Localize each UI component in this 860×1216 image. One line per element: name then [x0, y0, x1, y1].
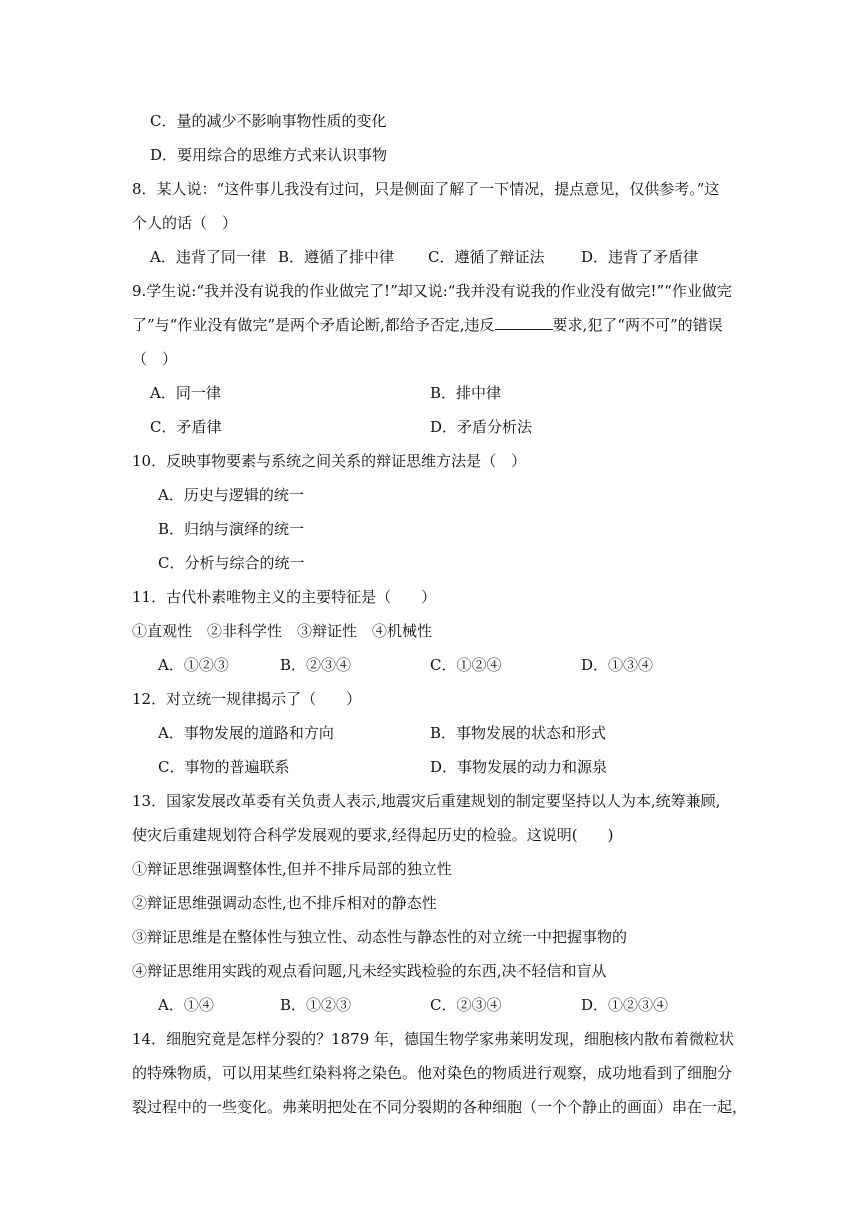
- q8-option-c: C．遵循了辩证法: [428, 248, 545, 266]
- q13-statement-1: ①辩证思维强调整体性,但并不排斥局部的独立性: [132, 860, 452, 878]
- q9-option-a: A．同一律: [150, 384, 221, 402]
- q13-statement-2: ②辩证思维强调动态性,也不排斥相对的静态性: [132, 894, 437, 912]
- q13-option-a: A．①④: [158, 996, 214, 1014]
- q10-option-b: B．归纳与演绎的统一: [158, 520, 305, 538]
- q9-option-b: B．排中律: [430, 384, 502, 402]
- answer-blank: [495, 315, 553, 330]
- q9-stem-line2-after-blank: 要求,犯了“两不可”的错误: [552, 316, 723, 334]
- q9-stem-line1: 9.学生说:“我并没有说我的作业做完了!”却又说:“我并没有说我的作业没有做完!”“作业做完: [132, 282, 732, 300]
- q11-option-c: C．①②④: [430, 656, 502, 674]
- q11-stem: 11．古代朴素唯物主义的主要特征是（ ）: [132, 588, 437, 606]
- q12-option-b: B．事物发展的状态和形式: [430, 724, 607, 742]
- q9-option-d: D．矛盾分析法: [430, 418, 533, 436]
- q9-option-c: C．矛盾律: [150, 418, 222, 436]
- q14-stem-line3: 裂过程中的一些变化。弗莱明把处在不同分裂期的各种细胞（一个个静止的画面）串在一起，: [132, 1098, 748, 1116]
- q13-statement-3: ③辩证思维是在整体性与独立性、动态性与静态性的对立统一中把握事物的: [132, 928, 628, 946]
- q11-option-d: D．①③④: [581, 656, 654, 674]
- q9-stem-line2: [132, 315, 723, 335]
- q9-stem-line3: （ ）: [132, 350, 178, 368]
- q12-stem: 12．对立统一规律揭示了（ ）: [132, 690, 362, 708]
- prev-option-d: D．要用综合的思维方式来认识事物: [150, 146, 388, 164]
- q10-option-c: C．分析与综合的统一: [158, 554, 305, 572]
- q13-option-b: B．①②③: [280, 996, 352, 1014]
- q14-stem-line2: 的特殊物质，可以用某些红染料将之染色。他对染色的物质进行观察，成功地看到了细胞分: [132, 1064, 733, 1082]
- q13-statement-4: ④辩证思维用实践的观点看问题,凡未经实践检验的东西,决不轻信和盲从: [132, 962, 607, 980]
- q10-option-a: A．历史与逻辑的统一: [158, 486, 304, 504]
- q8-stem-line1: 8．某人说：“这件事儿我没有过问，只是侧面了解了一下情况，提点意见，仅供参考。”这: [132, 180, 720, 198]
- q8-option-b: B．遵循了排中律: [278, 248, 395, 266]
- q12-option-d: D．事物发展的动力和源泉: [430, 758, 608, 776]
- q12-option-c: C．事物的普遍联系: [158, 758, 290, 776]
- q12-option-a: A．事物发展的道路和方向: [158, 724, 334, 742]
- q13-stem-line2: 使灾后重建规划符合科学发展观的要求,经得起历史的检验。这说明( ): [132, 826, 614, 844]
- q11-option-b: B．②③④: [280, 656, 352, 674]
- q9-stem-line2-before-blank: 了”与“作业没有做完”是两个矛盾论断,都给予否定,违反: [132, 316, 495, 334]
- q14-stem-line1: 14．细胞究竟是怎样分裂的？1879 年，德国生物学家弗莱明发现，细胞核内散布着微粒状: [132, 1030, 735, 1048]
- q8-option-a: A．违背了同一律: [150, 248, 266, 266]
- q8-stem-line2: 个人的话（ ）: [132, 214, 238, 232]
- q13-option-d: D．①②③④: [581, 996, 669, 1014]
- q10-stem: 10．反映事物要素与系统之间关系的辩证思维方法是（ ）: [132, 452, 527, 470]
- q8-option-d: D．违背了矛盾律: [581, 248, 699, 266]
- q11-items: ①直观性 ②非科学性 ③辩证性 ④机械性: [132, 622, 433, 640]
- q13-option-c: C．②③④: [430, 996, 502, 1014]
- prev-option-c: C．量的减少不影响事物性质的变化: [150, 112, 387, 130]
- q11-option-a: A．①②③: [158, 656, 229, 674]
- q13-stem-line1: 13．国家发展改革委有关负责人表示,地震灾后重建规划的制定要坚持以人为本,统筹兼顾,: [132, 792, 721, 810]
